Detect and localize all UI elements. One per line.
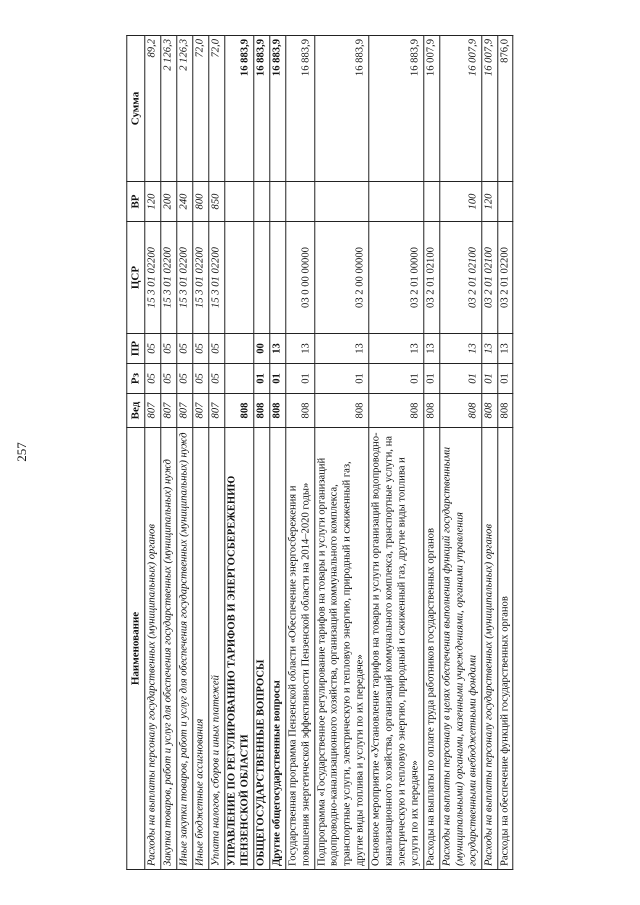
cell-ved: 807 xyxy=(193,394,209,428)
cell-ved: 808 xyxy=(369,394,424,428)
cell-name: УПРАВЛЕНИЕ ПО РЕГУЛИРОВАНИЮ ТАРИФОВ И ЭНЕРГОСБЕРЕЖЕНИЮ ПЕНЗЕНСКОЙ ОБЛАСТИ xyxy=(225,428,254,870)
cell-rz: 01 xyxy=(497,364,513,394)
cell-sum: 16 007,9 xyxy=(424,36,440,182)
cell-rz: 01 xyxy=(254,364,270,394)
cell-vr xyxy=(424,182,440,222)
cell-vr: 100 xyxy=(440,182,482,222)
cell-vr xyxy=(497,182,513,222)
cell-ved: 807 xyxy=(145,394,161,428)
page-number: 257 xyxy=(13,442,29,462)
cell-ved: 808 xyxy=(225,394,254,428)
cell-csr: 03 0 00 00000 xyxy=(285,222,314,334)
cell-ved: 808 xyxy=(285,394,314,428)
table-row xyxy=(285,36,314,870)
cell-vr xyxy=(314,182,369,222)
cell-pr: 13 xyxy=(481,334,497,364)
cell-rz: 05 xyxy=(145,364,161,394)
cell-vr: 800 xyxy=(193,182,209,222)
cell-sum: 2 126,3 xyxy=(161,36,177,182)
cell-name: Закупка товаров, работ и услуг для обеспечения государственных (муниципальных) нужд xyxy=(161,428,177,870)
cell-ved: 808 xyxy=(424,394,440,428)
table-row xyxy=(440,36,482,870)
cell-ved: 808 xyxy=(270,394,286,428)
cell-vr xyxy=(254,182,270,222)
cell-vr xyxy=(285,182,314,222)
cell-ved: 807 xyxy=(177,394,193,428)
cell-csr: 03 2 01 02100 xyxy=(424,222,440,334)
document-sheet xyxy=(126,36,513,870)
cell-rz: 05 xyxy=(177,364,193,394)
cell-sum: 89,2 xyxy=(145,36,161,182)
cell-csr: 15 3 01 02200 xyxy=(161,222,177,334)
cell-ved: 807 xyxy=(161,394,177,428)
cell-sum: 2 126,3 xyxy=(177,36,193,182)
table-row xyxy=(424,36,440,870)
cell-sum: 16 883,9 xyxy=(285,36,314,182)
cell-rz: 01 xyxy=(270,364,286,394)
cell-csr: 15 3 01 02200 xyxy=(177,222,193,334)
cell-ved: 808 xyxy=(440,394,482,428)
header-pr: ПР xyxy=(127,334,145,364)
cell-pr xyxy=(225,334,254,364)
cell-csr: 03 2 01 02100 xyxy=(440,222,482,334)
table-header-row xyxy=(127,36,145,870)
table-row xyxy=(225,36,254,870)
cell-pr: 05 xyxy=(209,334,225,364)
header-rz: Рз xyxy=(127,364,145,394)
cell-name: Иные бюджетные ассигнования xyxy=(193,428,209,870)
cell-rz: 05 xyxy=(209,364,225,394)
table-row xyxy=(270,36,286,870)
cell-rz: 01 xyxy=(424,364,440,394)
table-row xyxy=(145,36,161,870)
cell-csr xyxy=(270,222,286,334)
cell-vr: 200 xyxy=(161,182,177,222)
cell-rz: 01 xyxy=(369,364,424,394)
cell-rz xyxy=(225,364,254,394)
cell-pr: 05 xyxy=(145,334,161,364)
header-sum: Сумма xyxy=(127,36,145,182)
cell-vr: 120 xyxy=(481,182,497,222)
cell-vr: 240 xyxy=(177,182,193,222)
cell-sum: 16 883,9 xyxy=(314,36,369,182)
table-row xyxy=(209,36,225,870)
cell-csr: 15 3 01 02200 xyxy=(145,222,161,334)
cell-name: Иные закупки товаров, работ и услуг для обеспечения государственных (муниципальных) нужд xyxy=(177,428,193,870)
cell-csr: 03 2 01 02100 xyxy=(481,222,497,334)
cell-sum: 876,0 xyxy=(497,36,513,182)
cell-sum: 72,0 xyxy=(209,36,225,182)
cell-sum: 16 883,9 xyxy=(225,36,254,182)
cell-name: Расходы на выплаты персоналу в целях обеспечения выполнения функций государственными (муниципальными) органами, казенными учреждениями, органами управления государственными внебюджетными фондами xyxy=(440,428,482,870)
budget-table xyxy=(126,35,513,870)
cell-rz: 01 xyxy=(440,364,482,394)
cell-pr: 05 xyxy=(193,334,209,364)
cell-csr: 15 3 01 02200 xyxy=(193,222,209,334)
cell-pr: 13 xyxy=(497,334,513,364)
cell-name: Расходы на выплаты персоналу государственных (муниципальных) органов xyxy=(481,428,497,870)
cell-csr: 03 2 01 02200 xyxy=(497,222,513,334)
cell-name: Основное мероприятие «Установление тарифов на товары и услуги организаций водопроводно-канализационного хозяйства, организаций коммунального комплекса, транспортные услуги, на электрическую и тепловую энергию, природный и сжиженный газ, другие виды топлива и услуги по их передаче» xyxy=(369,428,424,870)
cell-ved: 808 xyxy=(497,394,513,428)
cell-sum: 16 883,9 xyxy=(369,36,424,182)
header-name: Наименование xyxy=(127,428,145,870)
table-row xyxy=(314,36,369,870)
cell-sum: 72,0 xyxy=(193,36,209,182)
cell-csr xyxy=(225,222,254,334)
cell-vr: 850 xyxy=(209,182,225,222)
cell-rz: 01 xyxy=(481,364,497,394)
cell-ved: 808 xyxy=(254,394,270,428)
cell-pr: 13 xyxy=(285,334,314,364)
cell-ved: 808 xyxy=(481,394,497,428)
cell-vr xyxy=(225,182,254,222)
header-vr: ВР xyxy=(127,182,145,222)
cell-csr: 15 3 01 02200 xyxy=(209,222,225,334)
table-row xyxy=(481,36,497,870)
cell-vr xyxy=(270,182,286,222)
cell-pr: 13 xyxy=(270,334,286,364)
cell-rz: 01 xyxy=(285,364,314,394)
cell-pr: 00 xyxy=(254,334,270,364)
cell-rz: 01 xyxy=(314,364,369,394)
cell-name: Расходы на обеспечение функций государственных органов xyxy=(497,428,513,870)
cell-pr: 05 xyxy=(161,334,177,364)
cell-name: Подпрограмма «Государственное регулирование тарифов на товары и услуги организаций водопроводно-канализационного хозяйства, организаций коммунального комплекса, транспортные услуги, электрическую и тепловую энергию, природный и сжиженный газ, другие виды топлива и услуги по их передаче» xyxy=(314,428,369,870)
header-ved: Вед xyxy=(127,394,145,428)
cell-sum: 16 883,9 xyxy=(254,36,270,182)
table-row xyxy=(177,36,193,870)
cell-vr: 120 xyxy=(145,182,161,222)
cell-name: Уплата налогов, сборов и иных платежей xyxy=(209,428,225,870)
cell-rz: 05 xyxy=(161,364,177,394)
cell-pr: 05 xyxy=(177,334,193,364)
cell-sum: 16 007,9 xyxy=(440,36,482,182)
table-row xyxy=(254,36,270,870)
cell-pr: 13 xyxy=(440,334,482,364)
table-row xyxy=(369,36,424,870)
table-row xyxy=(193,36,209,870)
cell-pr: 13 xyxy=(369,334,424,364)
header-csr: ЦСР xyxy=(127,222,145,334)
table-row xyxy=(497,36,513,870)
cell-name: Другие общегосударственные вопросы xyxy=(270,428,286,870)
table-body xyxy=(145,36,513,870)
cell-csr: 03 2 01 00000 xyxy=(369,222,424,334)
cell-vr xyxy=(369,182,424,222)
cell-name: ОБЩЕГОСУДАРСТВЕННЫЕ ВОПРОСЫ xyxy=(254,428,270,870)
cell-name: Расходы на выплаты по оплате труда работников государственных органов xyxy=(424,428,440,870)
cell-csr xyxy=(254,222,270,334)
cell-rz: 05 xyxy=(193,364,209,394)
cell-name: Расходы на выплаты персоналу государственных (муниципальных) органов xyxy=(145,428,161,870)
cell-name: Государственная программа Пензенской области «Обеспечение энергосбережения и повышения энергетической эффективности Пензенской области на 2014–2020 годы» xyxy=(285,428,314,870)
table-row xyxy=(161,36,177,870)
cell-pr: 13 xyxy=(314,334,369,364)
cell-sum: 16 007,9 xyxy=(481,36,497,182)
cell-pr: 13 xyxy=(424,334,440,364)
cell-ved: 807 xyxy=(209,394,225,428)
cell-sum: 16 883,9 xyxy=(270,36,286,182)
cell-ved: 808 xyxy=(314,394,369,428)
cell-csr: 03 2 00 00000 xyxy=(314,222,369,334)
